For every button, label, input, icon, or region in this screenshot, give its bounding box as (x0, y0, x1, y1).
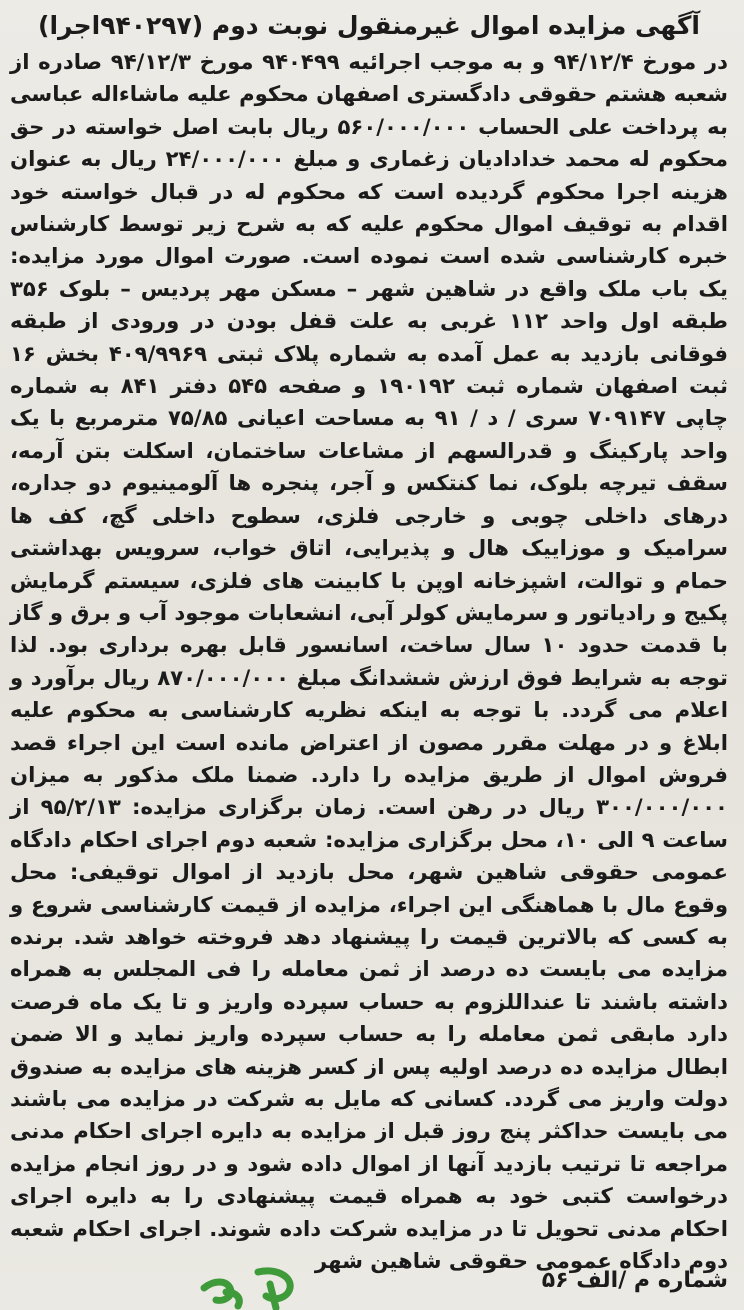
notice-body: در مورخ ۹۴/۱۲/۴ و به موجب اجرائیه ۹۴۰۴۹۹ مورخ ۹۴/۱۲/۳ صادره از شعبه هشتم حقوقی دادگستری اصفهان محکوم علیه ماشاءاله عباسی به پرداخت علی الحساب ۵۶۰/۰۰۰/۰۰۰ ریال بابت اصل خواسته در حق محکوم له محمد خدادادیان زغماری و مبلغ ۲۴/۰۰۰/۰۰۰ ریال به عنوان هزینه اجرا محکوم گردیده است که محکوم له در قبال خواسته خود اقدام به توقیف اموال محکوم علیه که به شرح زیر توسط کارشناس خبره کارشناسی شده است نموده است. صورت اموال مورد مزایده: یک باب ملک واقع در شاهین شهر – مسکن مهر پردیس – بلوک ۳۵۶ طبقه اول واحد ۱۱۲ غربی به علت قفل بودن در ورودی از طبقه فوقانی بازدید به عمل آمده به شماره پلاک ثبتی ۴۰۹/۹۹۶۹ بخش ۱۶ ثبت اصفهان شماره ثبت ۱۹۰۱۹۲ و صفحه ۵۴۵ دفتر ۸۴۱ به شماره چاپی ۷۰۹۱۴۷ سری / د / ۹۱ به مساحت اعیانی ۷۵/۸۵ مترمربع با یک واحد پارکینگ و قدرالسهم از مشاعات ساختمان، اسکلت بتن آرمه، سقف تیرچه بلوک، نما کنتکس و آجر، پنجره ها آلومینیوم دو جداره، درهای داخلی چوبی و خارجی فلزی، سطوح داخلی گچ، کف ها سرامیک و موزاییک هال و پذیرایی، اتاق خواب، سرویس بهداشتی حمام و توالت، اشپزخانه اوپن با کابینت های فلزی، سیستم گرمایش پکیج و رادیاتور و سرمایش کولر آبی، انشعابات موجود آب و برق و گاز با قدمت حدود ۱۰ سال ساخت، اسانسور قابل بهره برداری بود. لذا توجه به شرایط فوق ارزش ششدانگ مبلغ ۸۷۰/۰۰۰/۰۰۰ ریال برآورد و اعلام می گردد. با توجه به اینکه نظریه کارشناسی به محکوم علیه ابلاغ و در مهلت مقرر مصون از اعتراض مانده است این اجراء قصد فروش اموال از طریق مزایده را دارد. ضمنا ملک مذکور به میزان ۳۰۰/۰۰۰/۰۰۰ ریال در رهن است. زمان برگزاری مزایده: ۹۵/۲/۱۳ از ساعت ۹ الی ۱۰، محل برگزاری مزایده: شعبه دوم اجرای احکام دادگاه عمومی حقوقی شاهین شهر، محل بازدید از اموال توقیفی: محل وقوع مال با هماهنگی این اجراء، مزایده از قیمت کارشناسی شروع و به کسی که بالاترین قیمت را پیشنهاد دهد فروخته خواهد شد. برنده مزایده می بایست ده درصد از ثمن معامله را فی المجلس به همراه داشته باشند تا عنداللزوم به حساب سپرده واریز و تا یک ماه فرصت دارد مابقی ثمن معامله را به حساب سپرده واریز نماید و الا ضمن ابطال مزایده ده درصد اولیه پس از کسر هزینه های مزایده به صندوق دولت واریز می گردد. کسانی که مایل به شرکت در مزایده می باشند می بایست حداکثر پنج روز قبل از مزایده به دایره اجرای احکام مدنی مراجعه تا ترتیب بازدید آنها از اموال داده شود و در روز انجام مزایده درخواست کتبی خود به همراه قیمت پیشنهادی را به دایره اجرای احکام مدنی تحویل تا در مزایده شرکت داده شوند. اجرای احکام شعبه دوم دادگاه عمومی حقوقی شاهین شهر (10, 49, 729, 1274)
notice-reference-number: شماره م /الف ۵۶ (541, 1268, 728, 1293)
handwritten-page-mark (196, 1258, 306, 1310)
notice-title: آگهی مزایده اموال غیرمنقول نوبت دوم (۹۴۰۲۹۷اجرا) (38, 11, 700, 40)
